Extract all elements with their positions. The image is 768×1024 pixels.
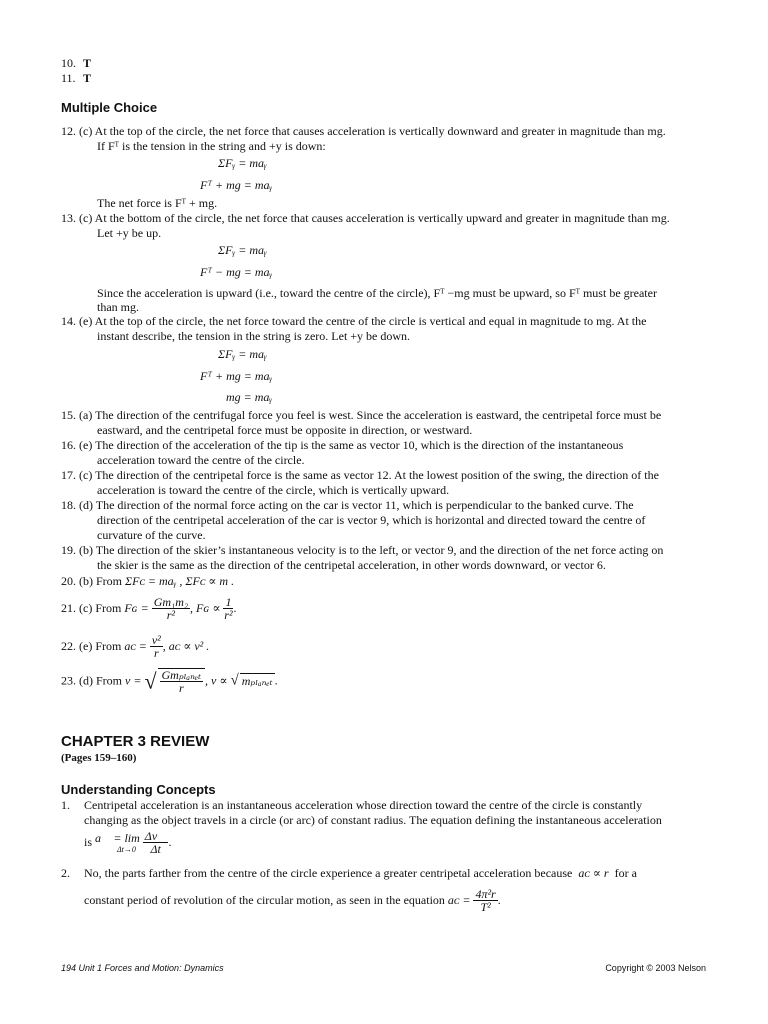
q21-numerator: Gm₁m₂ — [153, 595, 189, 609]
uc1-end: . — [168, 835, 172, 849]
q20-equation: ΣFᴄ = maᵧ , ΣFᴄ ∝ m . — [125, 574, 235, 588]
q23-radical — [158, 668, 206, 694]
uc1-limit-subscript: Δt→0 — [116, 845, 136, 854]
q21-denominator2: r² — [224, 608, 233, 622]
q13-equation1: ΣFᵧ = maᵧ — [218, 243, 267, 257]
uc1-line2: changing as the object travels in a circle (or arc) of constant radius. The equation defining the instantaneous acceleration — [84, 813, 662, 827]
q13-line1: 13. (c) At the bottom of the circle, the net force that causes acceleration is vertically upward and greater in magnitude than mg. — [61, 211, 670, 225]
uc2-fraction — [473, 888, 497, 913]
q15-line2: eastward, and the centripetal force must be opposite in direction, or westward. — [97, 423, 473, 437]
footer-unit: 194 Unit 1 Forces and Motion: Dynamics — [61, 963, 224, 973]
tf-number: 10. — [61, 56, 76, 70]
uc1-denominator: Δt — [150, 842, 161, 856]
q23-prefix: 23. (d) From — [61, 673, 125, 688]
q12-line2: If Fᵀ is the tension in the string and +y is down: — [97, 139, 326, 153]
uc1-numerator: Δv⃗ — [144, 829, 167, 843]
q22-lhs: aᴄ = — [124, 639, 147, 653]
q18-line2: direction of the centripetal acceleration of the car is vector 9, which is horizontal and directed toward the centre of — [97, 513, 646, 527]
q15-line1: 15. (a) The direction of the centrifugal force you feel is west. Since the acceleration is eastward, the centripetal force must be — [61, 408, 662, 422]
q21-lhs: Fɢ = — [124, 601, 149, 615]
chapter-pages: (Pages 159–160) — [61, 752, 137, 764]
sqrt-sign-icon: √ — [144, 668, 157, 694]
uc2-denominator: T² — [480, 900, 491, 914]
q13-line2: Let +y be up. — [97, 226, 162, 240]
q21-denominator: r² — [166, 608, 176, 622]
uc1-lhs — [95, 831, 140, 854]
q23-denominator: r — [178, 681, 184, 695]
q18-line1: 18. (d) The direction of the normal force acting on the car is vector 11, which is perpendicular to the banked curve. The — [61, 498, 634, 512]
q23-numerator: Gmₚₗₐₙₑₜ — [161, 668, 202, 682]
uc1-fraction — [143, 829, 172, 856]
uc2-line2 — [84, 888, 501, 913]
chapter-title: CHAPTER 3 REVIEW — [61, 733, 210, 750]
q23-line — [61, 668, 278, 694]
q13-equation2: Fᵀ − mg = maᵧ — [200, 265, 273, 279]
q14-equation1: ΣFᵧ = maᵧ — [218, 347, 267, 361]
uc2-text: No, the parts farther from the centre of the circle experience a greater centripetal acceleration because — [84, 866, 573, 880]
q12-equation1: ΣFᵧ = maᵧ — [218, 156, 267, 170]
q23-middle: , v ∝ — [205, 673, 228, 688]
understanding-concepts-heading: Understanding Concepts — [61, 782, 216, 797]
q16-line1: 16. (e) The direction of the acceleration of the tip is the same as vector 10, which is the direction of the instantaneous — [61, 438, 624, 452]
uc2-numerator: 4π²r — [475, 887, 496, 901]
uc2-text2: constant period of revolution of the circular motion, as seen in the equation — [84, 893, 445, 907]
q14-line2: instant describe, the tension in the string is zero. Let +y be down. — [97, 329, 411, 343]
q12-line3: The net force is Fᵀ + mg. — [97, 196, 218, 210]
q20-line — [61, 574, 234, 589]
q12-equation2: Fᵀ + mg = maᵧ — [200, 178, 273, 192]
uc2-end: . — [497, 893, 501, 907]
q21-fraction — [152, 596, 190, 621]
uc2-text-end: for a — [614, 866, 637, 880]
uc1-equation — [84, 830, 171, 855]
q13-line4: than mg. — [97, 300, 139, 314]
q21-numerator2: 1 — [225, 595, 232, 609]
q17-line2: acceleration is toward the centre of the circle, which is vertically upward. — [97, 483, 450, 497]
q17-line1: 17. (c) The direction of the centripetal force is the same as vector 12. At the lowest position of the swing, the direction of the — [61, 468, 659, 482]
multiple-choice-heading: Multiple Choice — [61, 100, 158, 115]
q14-equation2: Fᵀ + mg = maᵧ — [200, 369, 273, 383]
q14-line1: 14. (e) At the top of the circle, the net force toward the centre of the circle is vertical and equal in magnitude to mg. At the — [61, 314, 647, 328]
tf-answer-10 — [61, 56, 91, 71]
tf-answer: T — [83, 56, 92, 70]
q16-line2: acceleration toward the centre of the circle. — [97, 453, 305, 467]
tf-answer: T — [83, 71, 92, 85]
q22-end: , aᴄ ∝ v² . — [162, 639, 210, 653]
q12-line1: 12. (c) At the top of the circle, the net force that causes acceleration is vertically downward and greater in magnitude than mg. — [61, 124, 666, 138]
q22-denominator: r — [153, 646, 159, 660]
q21-end: . — [233, 601, 237, 615]
uc1-is: is — [84, 835, 93, 849]
q14-equation3: mg = maᵧ — [226, 390, 273, 404]
q22-fraction — [150, 634, 163, 659]
q23-fraction — [160, 669, 204, 694]
q23-end: . — [274, 673, 278, 688]
footer-left — [61, 961, 224, 976]
footer-copyright: Copyright © 2003 Nelson — [605, 963, 706, 973]
q23-lhs: v = — [125, 673, 142, 688]
uc1-limit: a⃗ = lim — [95, 831, 140, 845]
uc2-number: 2. — [61, 866, 70, 880]
q20-prefix: 20. (b) From — [61, 574, 125, 588]
uc1-number: 1. — [61, 798, 70, 812]
tf-number: 11. — [61, 71, 76, 85]
q19-line1: 19. (b) The direction of the skier’s instantaneous velocity is to the left, or vector 9, and the direction of the net force acting on — [61, 543, 664, 557]
uc2-lhs: aᴄ = — [447, 893, 471, 907]
q21-fraction2 — [223, 596, 233, 621]
q21-line — [61, 596, 236, 621]
q23-root: mₚₗₐₙₑₜ — [241, 674, 273, 688]
uc1-line1: Centripetal acceleration is an instantaneous acceleration whose direction toward the centre of the circle is constantly — [84, 798, 643, 812]
q22-prefix: 22. (e) From — [61, 639, 125, 653]
q18-line3: curvature of the curve. — [97, 528, 206, 542]
q19-line2: the skier is the same as the direction of the centripetal acceleration, in other words downward, or vector 6. — [97, 558, 606, 572]
sqrt-sign-icon: √ — [230, 672, 239, 689]
tf-answer-11 — [61, 71, 91, 86]
q22-numerator: v² — [151, 633, 161, 647]
uc2-line1 — [84, 866, 637, 881]
q13-line3: Since the acceleration is upward (i.e., toward the centre of the circle), Fᵀ −mg must be upward, so Fᵀ must be greater — [97, 286, 657, 300]
q22-line — [61, 634, 209, 659]
q21-middle: , Fɢ ∝ — [190, 601, 221, 615]
uc2-proportion: aᴄ ∝ r — [578, 866, 609, 880]
q21-prefix: 21. (c) From — [61, 601, 125, 615]
